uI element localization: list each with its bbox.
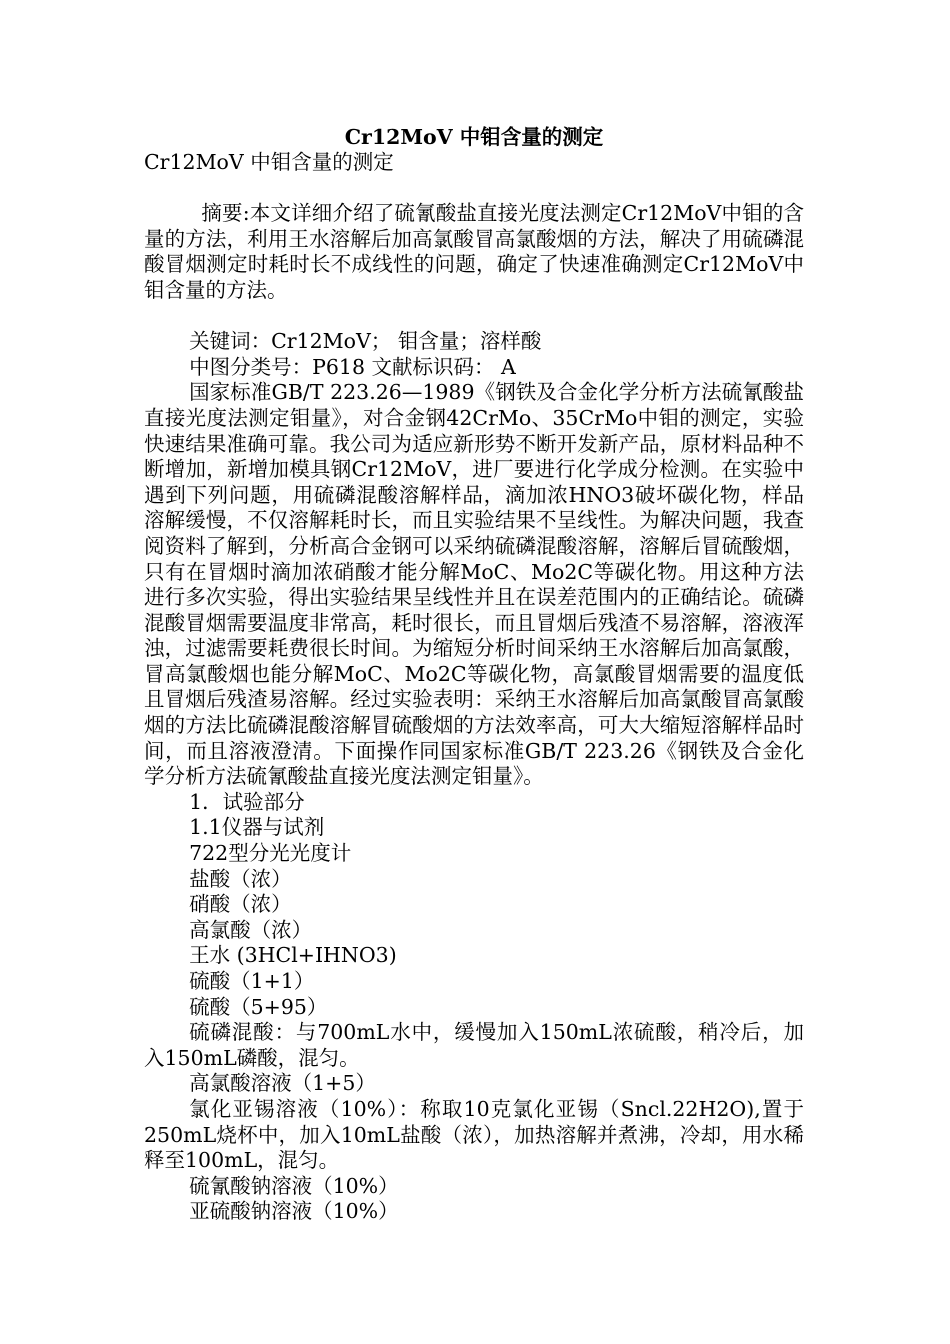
abstract-paragraph: 摘要:本文详细介绍了硫氰酸盐直接光度法测定Cr12MoV中钼的含量的方法，利用王水溶解后加高氯酸冒高氯酸烟的方法，解决了用硫磷混酸冒烟测定时耗时长不成线性的问题，确定了快速准确测定Cr12MoV中钼含量的方法。 xyxy=(144,201,804,302)
reagent-item: 盐酸（浓） xyxy=(189,866,292,891)
spacer xyxy=(144,176,804,202)
spacer xyxy=(144,304,804,330)
reagent-item: 硫酸（5+95） xyxy=(189,994,328,1019)
body-paragraph: 国家标准GB/T 223.26—1989《钢铁及合金化学分析方法硫氰酸盐直接光度法测定钼量》，对合金钢42CrMo、35CrMo中钼的测定，实验快速结果准确可靠。我公司为适应新形势不断开发新产品，原材料品种不断增加，新增加模具钢Cr12MoV，进厂要进行化学成分检测。在实验中遇到下列问题，用硫磷混酸溶解样品，滴加浓HNO3破坏碳化物，样品溶解缓慢，不仅溶解耗时长，而且实验结果不呈线性。为解决问题，我查阅资料了解到，分析高合金钢可以采纳硫磷混酸溶解，溶解后冒硫酸烟，只有在冒烟时滴加浓硝酸才能分解MoC、Mo2C等碳化物。用这种方法进行多次实验，得出实验结果呈线性并且在误差范围内的正确结论。硫磷混酸冒烟需要温度非常高，耗时很长，而且冒烟后残渣不易溶解，溶液浑浊，过滤需要耗费很长时间。为缩短分析时间采纳王水溶解后加高氯酸，冒高氯酸烟也能分解MoC、Mo2C等碳化物，高氯酸冒烟需要的温度低且冒烟后残渣易溶解。经过实验表明：采纳王水溶解后加高氯酸冒高氯酸烟的方法比硫磷混酸溶解冒硫酸烟的方法效率高，可大大缩短溶解样品时间，而且溶液澄清。下面操作同国家标准GB/T 223.26《钢铁及合金化学分析方法硫氰酸盐直接光度法测定钼量》。 xyxy=(144,380,804,789)
reagent-paragraph: 氯化亚锡溶液（10%）：称取10克氯化亚锡（Sncl.22H2O),置于250mL烧杯中，加入10mL盐酸（浓），加热溶解并煮沸，冷却，用水稀释至100mL，混匀。 xyxy=(144,1096,804,1173)
reagent-item: 硝酸（浓） xyxy=(189,892,292,917)
reagent-item: 硫酸（1+1） xyxy=(189,969,315,993)
keywords-line: 关键词：Cr12MoV； 钼含量；溶样酸 xyxy=(189,329,542,354)
reagent-item: 亚硫酸钠溶液（10%） xyxy=(189,1199,399,1224)
instrument-item: 722型分光光度计 xyxy=(189,841,352,866)
subsection-heading: 1.1仪器与试剂 xyxy=(189,815,325,840)
section-heading: 1．试验部分 xyxy=(189,789,305,814)
reagent-item: 王水 (3HCl+IHNO3) xyxy=(189,943,397,968)
document-subtitle: Cr12MoV 中钼含量的测定 xyxy=(144,150,394,174)
reagent-item: 高氯酸溶液（1+5） xyxy=(189,1071,376,1096)
reagent-item: 硫氰酸钠溶液（10%） xyxy=(189,1173,399,1198)
reagent-paragraph: 硫磷混酸：与700mL水中，缓慢加入150mL浓硫酸，稍冷后，加入150mL磷酸，混匀。 xyxy=(144,1020,804,1070)
classification-line: 中图分类号：P618 文献标识码： A xyxy=(189,354,516,379)
reagent-item: 高氯酸（浓） xyxy=(189,917,313,942)
document-page xyxy=(144,124,804,1225)
document-title: Cr12MoV 中钼含量的测定 xyxy=(344,125,604,149)
